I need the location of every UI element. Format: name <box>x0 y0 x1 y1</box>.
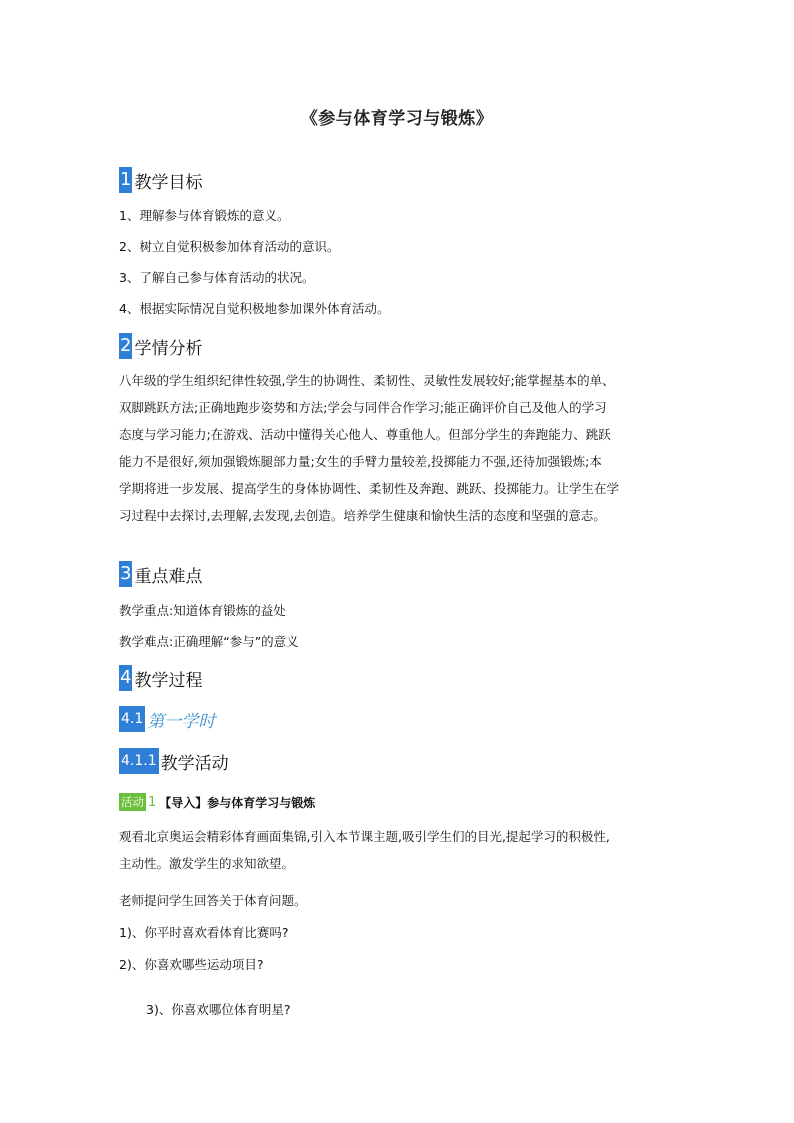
activity-number: 1 <box>148 794 157 810</box>
section-number-badge: 2 <box>119 333 132 359</box>
objective-item: 2、树立自觉积极参加体育活动的意识。 <box>119 239 340 254</box>
paragraph-line: 主动性。激发学生的求知欲望。 <box>119 856 295 871</box>
paragraph-line: 双脚跳跃方法;正确地跑步姿势和方法;学会与同伴合作学习;能正确评价自己及他人的学习 <box>119 400 607 415</box>
section-title: 教学过程 <box>134 670 203 691</box>
section-title: 第一学时 <box>147 711 216 732</box>
section-title: 教学目标 <box>134 172 203 193</box>
key-point-item: 教学重点:知道体育锻炼的益处 <box>119 603 286 618</box>
section-title: 重点难点 <box>134 566 203 587</box>
paragraph-line: 八年级的学生组织纪律性较强,学生的协调性、柔韧性、灵敏性发展较好;能掌握基本的单、 <box>119 373 615 388</box>
section-heading-objectives <box>119 167 202 193</box>
objective-item: 1、理解参与体育锻炼的意义。 <box>119 208 290 223</box>
section-heading-analysis <box>119 333 202 359</box>
section-title: 学情分析 <box>134 338 203 359</box>
question-item: 2)、你喜欢哪些运动项目? <box>119 957 264 972</box>
objective-item: 3、了解自己参与体育活动的状况。 <box>119 270 315 285</box>
section-number-badge: 3 <box>119 561 132 587</box>
section-heading-process <box>119 665 202 691</box>
section-title: 教学活动 <box>160 753 229 774</box>
paragraph-line: 态度与学习能力;在游戏、活动中懂得关心他人、尊重他人。但部分学生的奔跑能力、跳跃 <box>119 427 611 442</box>
question-item: 1)、你平时喜欢看体育比赛吗? <box>119 925 289 940</box>
paragraph-line: 观看北京奥运会精彩体育画面集锦,引入本节课主题,吸引学生们的目光,提起学习的积极性, <box>119 829 610 844</box>
activity-title: 【导入】参与体育学习与锻炼 <box>159 795 316 810</box>
activity-paragraph <box>119 823 679 877</box>
paragraph-line: 习过程中去探讨,去理解,去发现,去创造。培养学生健康和愉快生活的态度和坚强的意志。 <box>119 508 606 523</box>
section-number-badge: 4 <box>119 665 132 691</box>
objective-item: 4、根据实际情况自觉积极地参加课外体育活动。 <box>119 301 390 316</box>
activity-badge: 活动 <box>121 795 144 809</box>
question-item: 3)、你喜欢哪位体育明星? <box>146 1002 291 1017</box>
section-heading-key-points <box>119 561 202 587</box>
document-title: 《参与体育学习与锻炼》 <box>300 109 494 129</box>
paragraph-line: 学期将进一步发展、提高学生的身体协调性、柔韧性及奔跑、跳跃、投掷能力。让学生在学 <box>119 481 620 496</box>
section-heading-period-one <box>119 706 215 732</box>
section-number-badge: 4.1.1 <box>119 748 159 774</box>
section-heading-activities <box>119 748 229 774</box>
difficulty-item: 教学难点:正确理解“参与”的意义 <box>119 634 299 649</box>
section-number-badge: 1 <box>119 167 132 193</box>
paragraph-line: 能力不是很好,须加强锻炼腿部力量;女生的手臂力量较差,投掷能力不强,还待加强锻炼;本 <box>119 454 602 469</box>
analysis-paragraph <box>119 367 679 529</box>
activity-heading <box>119 792 315 812</box>
section-number-badge: 4.1 <box>119 706 145 732</box>
questions-intro: 老师提问学生回答关于体育问题。 <box>119 893 307 908</box>
